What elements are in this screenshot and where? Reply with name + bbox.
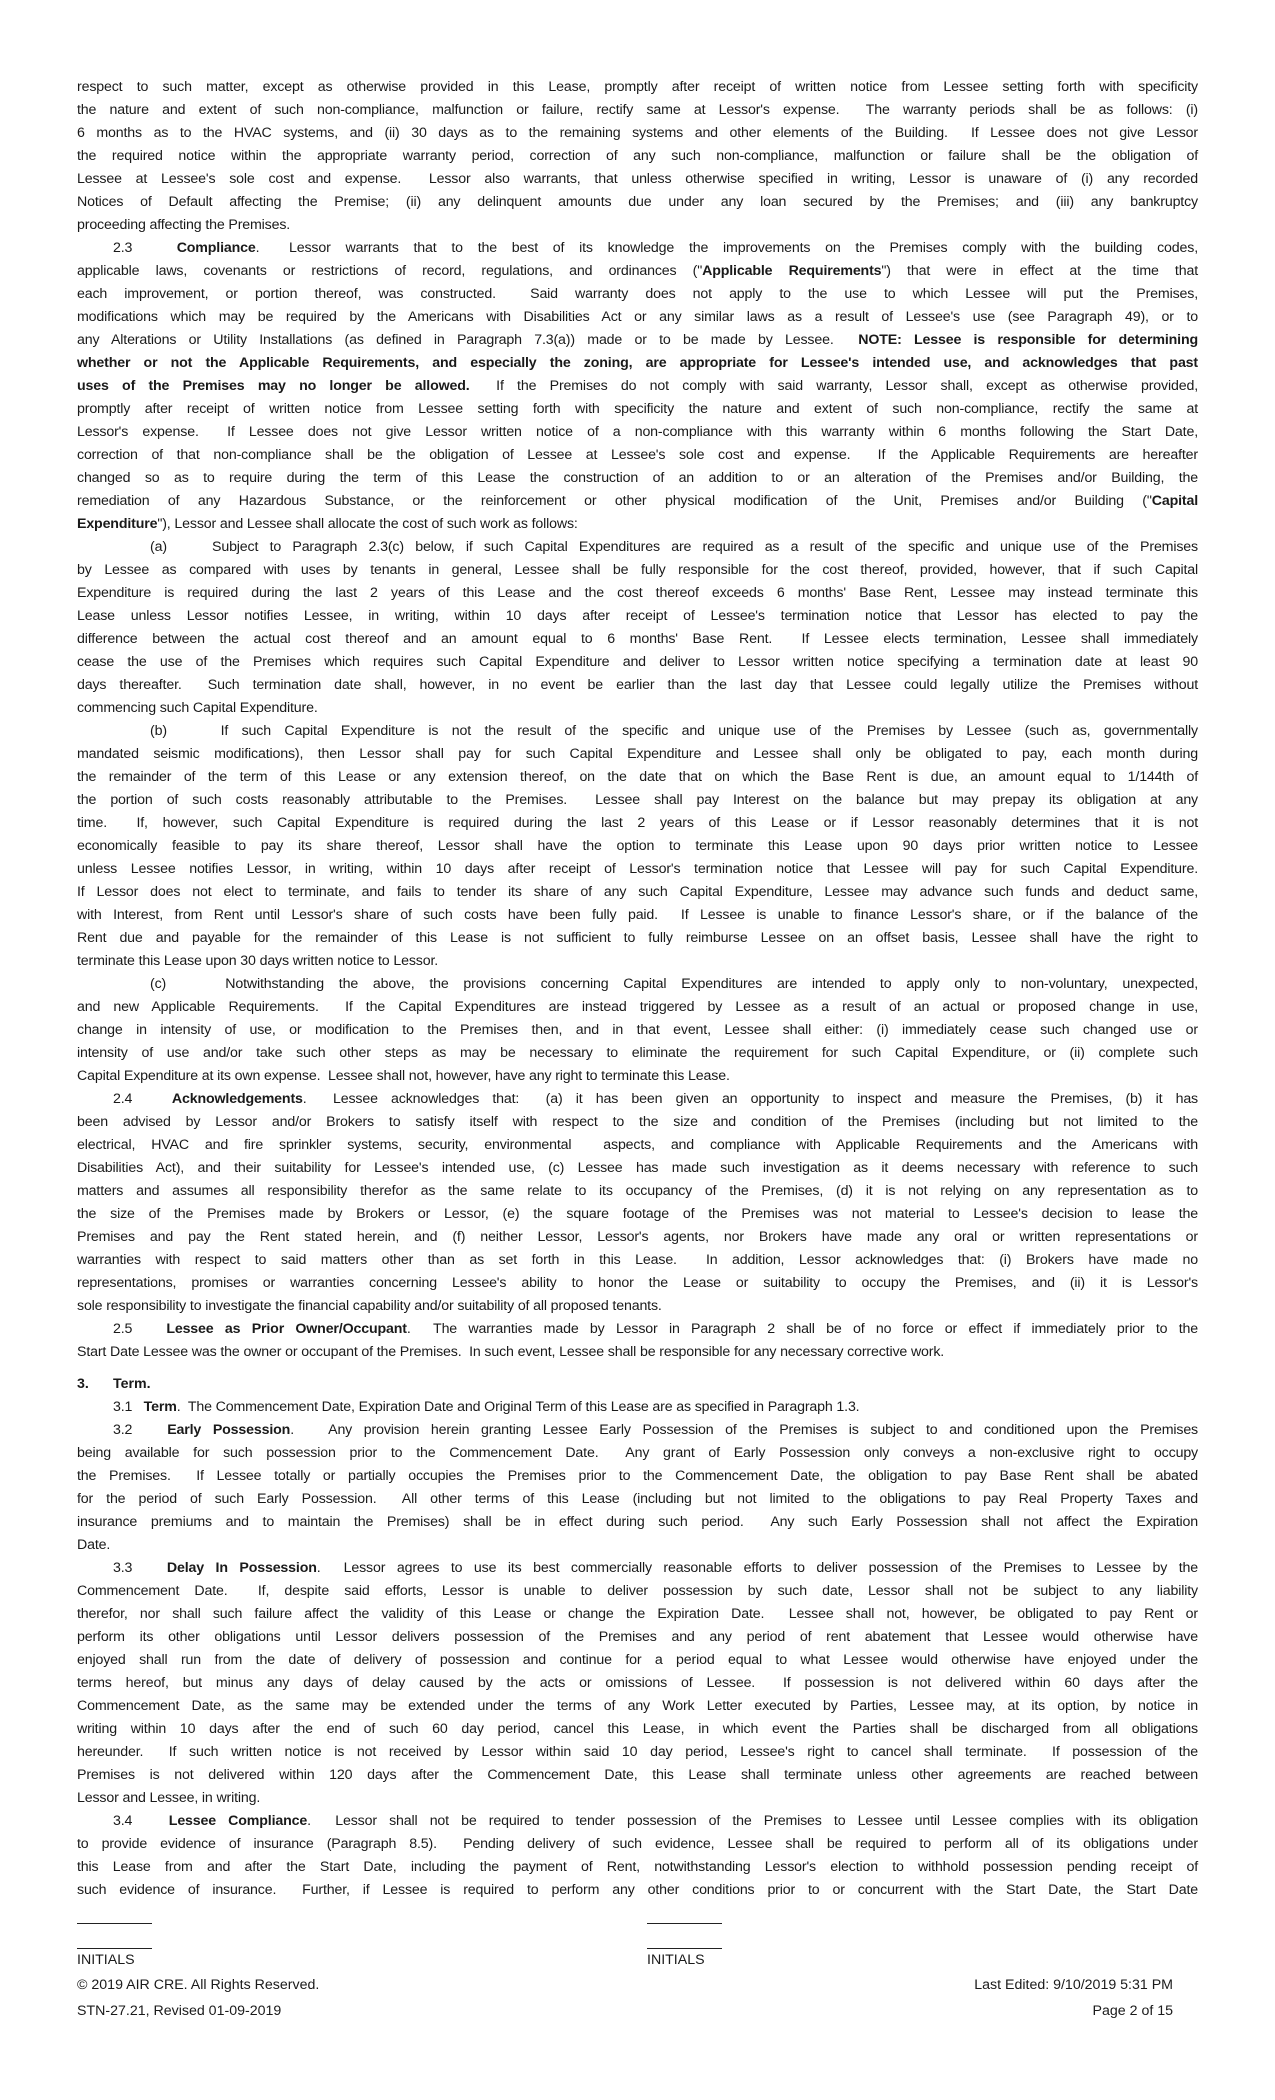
text-line — [77, 1718, 1198, 1741]
bold-text: Lessee Compliance — [168, 1813, 308, 1829]
text-run: enjoyed shall run from the date of delivery of possession and continue for a period equal to what Lessee would otherwise have enjoyed under the — [77, 1652, 1198, 1668]
bold-text: NOTE: Lessee is responsible for determining — [858, 332, 1198, 348]
text-line — [77, 1249, 1198, 1272]
last-edited: Last Edited: 9/10/2019 5:31 PM — [974, 1977, 1173, 1993]
text-run: by Lessee as compared with uses by tenants in general, Lessee shall be fully responsible for the cost thereof, provided, however, that if such Capital — [77, 562, 1198, 578]
text-line — [77, 1810, 1198, 1833]
text-line — [77, 1488, 1198, 1511]
text-run: modifications which may be required by the Americans with Disabilities Act or any similar laws as a result of Lessee's use (see Paragraph 49), or to — [77, 309, 1198, 325]
text-line — [77, 1534, 1198, 1557]
text-run: applicable laws, covenants or restrictions of record, regulations, and ordinances (" — [77, 263, 703, 279]
text-line — [77, 1741, 1198, 1764]
initials-line-right-1 — [647, 1923, 722, 1924]
text-line — [77, 1419, 1198, 1442]
text-line — [77, 122, 1198, 145]
text-run: difference between the actual cost thereof and an amount equal to 6 months' Base Rent. If Lessee elects termination, Lessee shall immediately — [77, 631, 1198, 647]
text-run: the remainder of the term of this Lease or any extension thereof, on the date that on which the Base Rent is due, an amount equal to 1/144th of — [77, 769, 1198, 785]
text-line — [77, 76, 1198, 99]
text-run: and new Applicable Requirements. If the Capital Expenditures are instead triggered by Lessee as a result of an actual or proposed change in use, — [77, 999, 1198, 1015]
text-line — [77, 1764, 1198, 1787]
text-run: Start Date Lessee was the owner or occupant of the Premises. In such event, Lessee shall be responsible for any necessary corrective work. — [77, 1344, 945, 1360]
text-run: Premises is not delivered within 120 days after the Commencement Date, this Lease shall terminate unless other agreements are reached between — [77, 1767, 1198, 1783]
text-line — [77, 927, 1198, 950]
paragraph-section-2-3-b — [77, 720, 1198, 973]
text-run: warranties with respect to said matters other than as set forth in this Lease. In addition, Lessor acknowledges that: (i) Brokers have made no — [77, 1252, 1198, 1268]
text-run: . Lessee acknowledges that: (a) it has been given an opportunity to inspect and measure the Premises, (b) it has — [302, 1091, 1198, 1107]
section-3-number: 3. — [77, 1376, 89, 1392]
text-run: remediation of any Hazardous Substance, or the reinforcement or other physical modification of the Unit, Premises and/or Building (" — [77, 493, 1152, 509]
text-run: correction of that non-compliance shall be the obligation of Lessee at Lessee's sole cost and expense. If the Applicable Requirements are hereafter — [77, 447, 1198, 463]
text-line — [77, 1088, 1198, 1111]
document-body — [77, 76, 1198, 1902]
text-line — [77, 1856, 1198, 1879]
text-run: Lessee at Lessee's sole cost and expense. Lessor also warrants, that unless otherwise specified in writing, Lessor is unaware of (i) any recorded — [77, 171, 1198, 187]
text-line — [77, 191, 1198, 214]
text-run: Disabilities Act), and their suitability for Lessee's intended use, (c) Lessee has made such investigation as it deems necessary with reference to such — [77, 1160, 1198, 1176]
text-line — [77, 766, 1198, 789]
page-number: Page 2 of 15 — [1092, 2003, 1173, 2019]
bold-text: Expenditure — [77, 516, 158, 532]
text-line — [77, 1649, 1198, 1672]
paragraph-section-3-1-term — [77, 1396, 1198, 1419]
text-run: change in intensity of use, or modification to the Premises then, and in that event, Lessee shall either: (i) immediately cease such changed use or — [77, 1022, 1198, 1038]
text-run: the required notice within the appropriate warranty period, correction of any such non-compliance, malfunction or failure shall be the obligation of — [77, 148, 1198, 164]
text-run: matters and assumes all responsibility therefor as the same relate to its occupancy of the Premises, (d) it is not relying on any representation as to — [77, 1183, 1198, 1199]
text-line — [77, 1396, 1198, 1419]
text-line — [77, 1626, 1198, 1649]
text-line — [77, 237, 1198, 260]
text-run: . The Commencement Date, Expiration Date and Original Term of this Lease are as specified in Paragraph 1.3. — [176, 1399, 860, 1415]
text-run: hereunder. If such written notice is not received by Lessor within said 10 day period, Lessee's right to cancel shall terminate. If possession of the — [77, 1744, 1198, 1760]
text-run: mandated seismic modifications), then Lessor shall pay for such Capital Expenditure and Lessee shall only be obligated to pay, each month during — [77, 746, 1198, 762]
text-line — [77, 1511, 1198, 1534]
paragraph-section-2-3-c — [77, 973, 1198, 1088]
text-run: 6 months as to the HVAC systems, and (ii) 30 days as to the remaining systems and other elements of the Building. If Lessee does not give Lessor — [77, 125, 1198, 141]
initials-label-left: INITIALS — [77, 1952, 135, 1968]
text-line — [77, 398, 1198, 421]
paragraph-warranty-continued — [77, 76, 1198, 237]
text-line — [77, 1787, 1198, 1810]
text-run: 2.3 — [113, 240, 177, 256]
paragraph-section-2-3-a — [77, 536, 1198, 720]
bold-text: Delay In Possession — [166, 1560, 317, 1576]
text-run: intensity of use and/or take such other steps as may be necessary to eliminate the requirement for such Capital Expenditure, or (ii) complete such — [77, 1045, 1198, 1061]
text-run: therefor, nor shall such failure affect the validity of this Lease or change the Expiration Date. Lessee shall not, however, be obligated to pay Rent or — [77, 1606, 1198, 1622]
text-run: any Alterations or Utility Installations (as defined in Paragraph 7.3(a)) made or to be made by Lessee. — [77, 332, 859, 348]
section-2-paragraphs — [77, 76, 1198, 1364]
text-line — [77, 973, 1198, 996]
text-line — [77, 628, 1198, 651]
bold-text: Capital — [1151, 493, 1198, 509]
text-run: 2.4 — [113, 1091, 172, 1107]
text-line — [77, 1295, 1198, 1318]
section-3-paragraphs — [77, 1396, 1198, 1902]
text-run: this Lease from and after the Start Date, including the payment of Rent, notwithstanding Lessor's election to withhold possession pending receipt of — [77, 1859, 1198, 1875]
text-line — [77, 168, 1198, 191]
text-run: Lessor and Lessee, in writing. — [77, 1790, 261, 1806]
text-run: time. If, however, such Capital Expenditure is required during the last 2 years of this Lease or if Lessor reasonably determines that it is not — [77, 815, 1198, 831]
text-line — [77, 1879, 1198, 1902]
bold-text: Term — [143, 1399, 177, 1415]
text-line — [77, 1203, 1198, 1226]
text-line — [77, 1442, 1198, 1465]
bold-text: Acknowledgements — [171, 1091, 303, 1107]
text-line — [77, 858, 1198, 881]
text-line — [77, 467, 1198, 490]
text-line — [77, 1180, 1198, 1203]
text-run: 2.5 — [113, 1321, 167, 1337]
text-line — [77, 720, 1198, 743]
text-run: Date. — [77, 1537, 111, 1553]
text-run: the portion of such costs reasonably attributable to the Premises. Lessee shall pay Interest on the balance but may prepay its obligation at any — [77, 792, 1198, 808]
text-run: such evidence of insurance. Further, if Lessee is required to perform any other conditions prior to or concurrent with the Start Date, the Start Date — [77, 1882, 1198, 1898]
text-run: for the period of such Early Possession. All other terms of this Lease (including but not limited to the obligations to pay Real Property Taxes and — [77, 1491, 1198, 1507]
text-line — [77, 1603, 1198, 1626]
text-line — [77, 1042, 1198, 1065]
text-line — [77, 559, 1198, 582]
initials-line-right-2 — [647, 1948, 722, 1949]
text-run: electrical, HVAC and fire sprinkler systems, security, environmental aspects, and compliance with Applicable Requirements and the Americans with — [77, 1137, 1198, 1153]
text-line — [77, 1695, 1198, 1718]
text-line — [77, 1318, 1198, 1341]
text-run: commencing such Capital Expenditure. — [77, 700, 318, 716]
text-line — [77, 1065, 1198, 1088]
text-run: the nature and extent of such non-compliance, malfunction or failure, rectify same at Lessor's expense. The warranty periods shall be as follows: (i) — [77, 102, 1198, 118]
text-run: representations, promises or warranties concerning Lessee's ability to honor the Lease or suitability to occupy the Premises, and (ii) it is Lessor's — [77, 1275, 1198, 1291]
text-run: the size of the Premises made by Brokers or Lessor, (e) the square footage of the Premises was not material to Lessee's decision to lease the — [77, 1206, 1198, 1222]
text-line — [77, 421, 1198, 444]
text-line — [77, 1341, 1198, 1364]
text-line — [77, 835, 1198, 858]
text-line — [77, 1833, 1198, 1856]
text-run: been advised by Lessor and/or Brokers to satisfy itself with respect to the size and condition of the Premises (including but not limited to the — [77, 1114, 1198, 1130]
text-run: terms hereof, but minus any days of delay caused by the acts or omissions of Lessee. If possession is not delivered within 60 days after the — [77, 1675, 1198, 1691]
text-run: respect to such matter, except as otherwise provided in this Lease, promptly after receipt of written notice from Lessee setting forth with specificity — [77, 79, 1198, 95]
text-run: . Lessor warrants that to the best of its knowledge the improvements on the Premises comply with the building codes, — [255, 240, 1198, 256]
text-run: . Lessor shall not be required to tender possession of the Premises to Lessee until Lessee complies with its obligation — [307, 1813, 1198, 1829]
text-run: (b) If such Capital Expenditure is not the result of the specific and unique use of the Premises by Lessee (such as, governmentally — [150, 723, 1198, 739]
text-run: unless Lessee notifies Lessor, in writing, within 10 days after receipt of Lessor's termination notice that Lessee will pay for such Capital Expenditure. — [77, 861, 1198, 877]
bold-text: Compliance — [176, 240, 256, 256]
text-run: economically feasible to pay its share thereof, Lessor shall have the option to terminate this Lease upon 90 days prior written notice to Lessee — [77, 838, 1198, 854]
form-code: STN-27.21, Revised 01-09-2019 — [77, 2003, 282, 2019]
bold-text: Lessee as Prior Owner/Occupant — [166, 1321, 407, 1337]
text-line — [77, 490, 1198, 513]
text-run: . Any provision herein granting Lessee Early Possession of the Premises is subject to and conditioned upon the Premises — [290, 1422, 1198, 1438]
bold-text: Early Possession — [167, 1422, 291, 1438]
text-run: If Lessor does not elect to terminate, and fails to tender its share of any such Capital Expenditure, Lessee may advance such funds and deduct same, — [77, 884, 1198, 900]
initials-line-left-1 — [77, 1923, 152, 1924]
text-line — [77, 1465, 1198, 1488]
text-run: the Premises. If Lessee totally or partially occupies the Premises prior to the Commencement Date, the obligation to pay Base Rent shall be abated — [77, 1468, 1198, 1484]
text-line — [77, 145, 1198, 168]
text-run: with Interest, from Rent until Lessor's share of such costs have been fully paid. If Lessee is unable to finance Lessor's share, or if the balance of the — [77, 907, 1198, 923]
text-line — [77, 812, 1198, 835]
text-run: (a) Subject to Paragraph 2.3(c) below, if such Capital Expenditures are required as a result of the specific and unique use of the Premises — [150, 539, 1198, 555]
text-run: If the Premises do not comply with said warranty, Lessor shall, except as otherwise provided, — [469, 378, 1198, 394]
text-line — [77, 1019, 1198, 1042]
bold-text: uses of the Premises may no longer be allowed. — [77, 378, 470, 394]
text-run: (c) Notwithstanding the above, the provisions concerning Capital Expenditures are intended to apply only to non-voluntary, unexpected, — [150, 976, 1198, 992]
text-line — [77, 306, 1198, 329]
text-line — [77, 283, 1198, 306]
text-line — [77, 99, 1198, 122]
text-run: Capital Expenditure at its own expense. Lessee shall not, however, have any right to terminate this Lease. — [77, 1068, 730, 1084]
text-run: insurance premiums and to maintain the Premises) shall be in effect during such period. Any such Early Possession shall not affect the Expiration — [77, 1514, 1198, 1530]
initials-label-right: INITIALS — [647, 1952, 705, 1968]
text-line — [77, 605, 1198, 628]
text-line — [77, 444, 1198, 467]
section-3-title: Term. — [113, 1376, 151, 1392]
text-run: Premises and pay the Rent stated herein, and (f) neither Lessor, Lessor's agents, nor Brokers have made any oral or written representations or — [77, 1229, 1198, 1245]
text-line — [77, 674, 1198, 697]
copyright-notice: © 2019 AIR CRE. All Rights Reserved. — [77, 1977, 320, 1993]
text-line — [77, 1557, 1198, 1580]
text-run: "), Lessor and Lessee shall allocate the cost of such work as follows: — [157, 516, 578, 532]
text-run: terminate this Lease upon 30 days written notice to Lessor. — [77, 953, 439, 969]
text-run: 3.4 — [113, 1813, 169, 1829]
text-run: . Lessor agrees to use its best commercially reasonable efforts to deliver possession of the Premises to Lessee by the — [316, 1560, 1198, 1576]
text-line — [77, 743, 1198, 766]
text-line — [77, 1134, 1198, 1157]
text-run: Expenditure is required during the last 2 years of this Lease and the cost thereof exceeds 6 months' Base Rent, Lessee may instead terminate this — [77, 585, 1198, 601]
text-line — [77, 1272, 1198, 1295]
text-run: ") that were in effect at the time that — [881, 263, 1198, 279]
text-run: 3.3 — [113, 1560, 167, 1576]
text-line — [77, 536, 1198, 559]
text-run: changed so as to require during the term of this Lease the construction of an addition to or an alteration of the Premises and/or Building, the — [77, 470, 1198, 486]
text-run: 3.1 — [113, 1399, 144, 1415]
text-line — [77, 789, 1198, 812]
text-line — [77, 904, 1198, 927]
bold-text: Applicable Requirements — [702, 263, 882, 279]
text-run: Rent due and payable for the remainder of this Lease is not sufficient to fully reimburse Lessee on an offset basis, Lessee shall have the right to — [77, 930, 1198, 946]
initials-line-left-2 — [77, 1948, 152, 1949]
text-run: Lessor's expense. If Lessee does not give Lessor written notice of a non-compliance with this warranty within 6 months following the Start Date, — [77, 424, 1198, 440]
paragraph-section-2-5-prior-owner — [77, 1318, 1198, 1364]
text-line — [77, 1580, 1198, 1603]
text-line — [77, 352, 1198, 375]
paragraph-section-3-2-early-possession — [77, 1419, 1198, 1557]
text-line — [77, 582, 1198, 605]
text-line — [77, 950, 1198, 973]
text-run: days thereafter. Such termination date shall, however, in no event be earlier than the last day that Lessee could legally utilize the Premises without — [77, 677, 1198, 693]
text-run: perform its other obligations until Lessor delivers possession of the Premises and any period of rent abatement that Lessee would otherwise have — [77, 1629, 1198, 1645]
text-run: . The warranties made by Lessor in Paragraph 2 shall be of no force or effect if immediately prior to the — [406, 1321, 1198, 1337]
paragraph-section-2-4-acknowledgements — [77, 1088, 1198, 1318]
text-run: Commencement Date. If, despite said efforts, Lessor is unable to deliver possession by such date, Lessor shall not be subject to any liability — [77, 1583, 1198, 1599]
text-run: 3.2 — [113, 1422, 168, 1438]
text-run: each improvement, or portion thereof, was constructed. Said warranty does not apply to the use to which Lessee will put the Premises, — [77, 286, 1198, 302]
section-3-heading — [77, 1373, 1198, 1396]
text-run: Notices of Default affecting the Premise; (ii) any delinquent amounts due under any loan secured by the Premises; and (iii) any bankruptcy — [77, 194, 1198, 210]
text-run: Commencement Date, as the same may be extended under the terms of any Work Letter executed by Parties, Lessee may, at its option, by notice in — [77, 1698, 1198, 1714]
text-line — [77, 329, 1198, 352]
paragraph-section-2-3-compliance — [77, 237, 1198, 536]
text-line — [77, 214, 1198, 237]
text-line — [77, 1157, 1198, 1180]
text-run: to provide evidence of insurance (Paragraph 8.5). Pending delivery of such evidence, Lessee shall be required to perform all of its obligations under — [77, 1836, 1198, 1852]
text-line — [77, 260, 1198, 283]
text-run: proceeding affecting the Premises. — [77, 217, 291, 233]
text-line — [77, 1672, 1198, 1695]
text-run: sole responsibility to investigate the financial capability and/or suitability of all proposed tenants. — [77, 1298, 662, 1314]
bold-text: whether or not the Applicable Requirements, and especially the zoning, are appropriate for Lessee's intended use, and acknowledges that past — [77, 355, 1198, 371]
text-line — [77, 996, 1198, 1019]
text-line — [77, 651, 1198, 674]
text-line — [77, 881, 1198, 904]
text-run: writing within 10 days after the end of such 60 day period, cancel this Lease, in which event the Parties shall be discharged from all obligations — [77, 1721, 1198, 1737]
text-line — [77, 697, 1198, 720]
text-run: being available for such possession prior to the Commencement Date. Any grant of Early Possession only conveys a non-exclusive right to occupy — [77, 1445, 1198, 1461]
text-line — [77, 1226, 1198, 1249]
paragraph-section-3-3-delay-in-possession — [77, 1557, 1198, 1810]
text-line — [77, 1111, 1198, 1134]
text-line — [77, 513, 1198, 536]
text-run: cease the use of the Premises which requires such Capital Expenditure and deliver to Lessor written notice specifying a termination date at least 90 — [77, 654, 1198, 670]
paragraph-section-3-4-lessee-compliance — [77, 1810, 1198, 1902]
text-run: Lease unless Lessor notifies Lessee, in writing, within 10 days after receipt of Lessee's termination notice that Lessor has elected to pay the — [77, 608, 1198, 624]
section-gap — [77, 1364, 1198, 1373]
text-run: promptly after receipt of written notice from Lessee setting forth with specificity the nature and extent of such non-compliance, rectify the same at — [77, 401, 1198, 417]
text-line — [77, 375, 1198, 398]
